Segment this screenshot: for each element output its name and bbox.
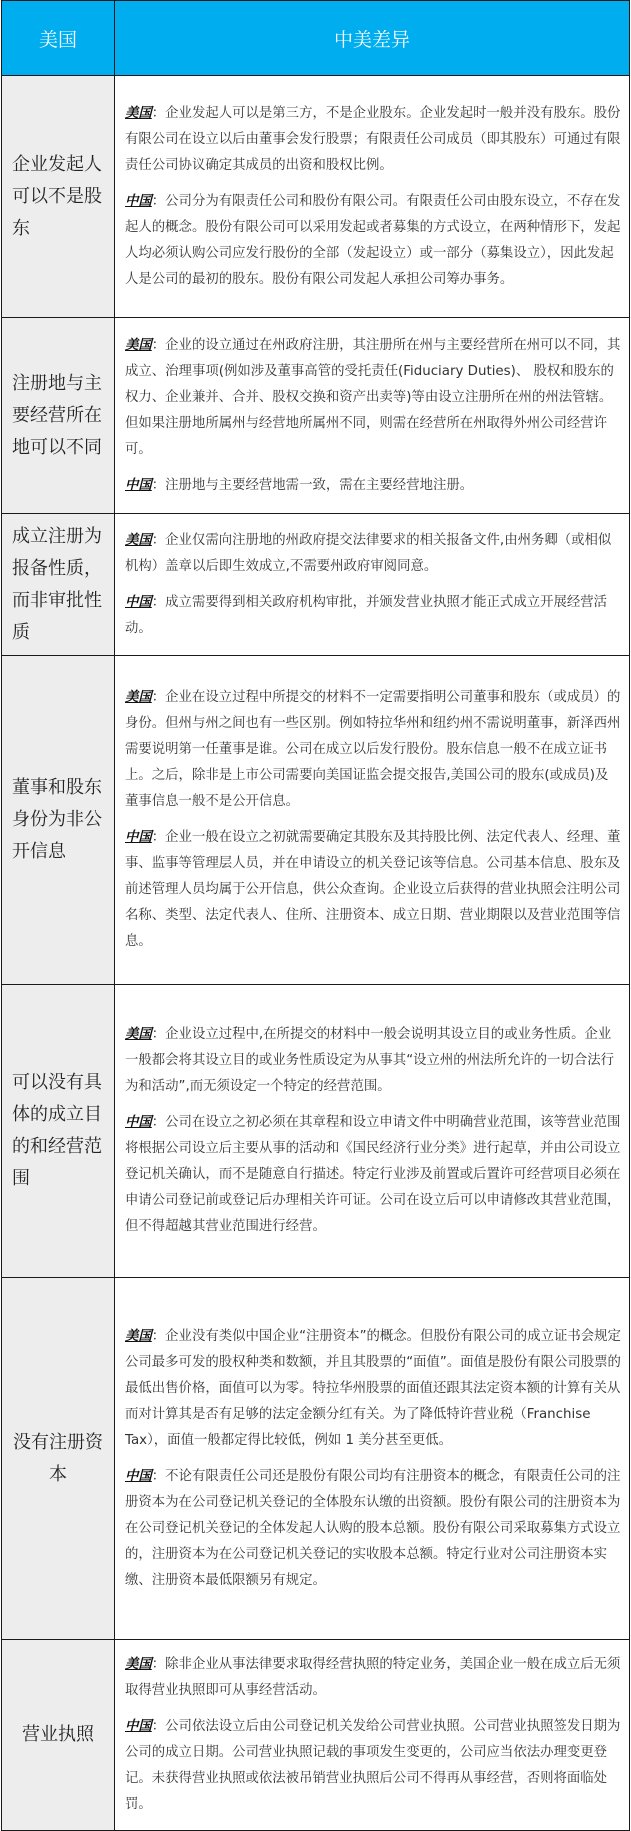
us-label: 美国 bbox=[125, 1657, 152, 1672]
cn-paragraph: 中国：企业一般在设立之初就需要确定其股东及其持股比例、法定代表人、经理、董事、监事等管理层人员，并在申请设立的机关登记该等信息。公司基本信息、股东及前述管理人员均属于公开信息，供公众查询。企业设立后获得的营业执照会注明公司名称、类型、法定代表人、住所、注册资本、成立日期、营业期限以及营业范围等信息。 bbox=[125, 830, 621, 949]
row-detail bbox=[115, 656, 630, 985]
us-label: 美国 bbox=[125, 337, 152, 353]
us-label: 美国 bbox=[125, 1027, 152, 1042]
us-label: 美国 bbox=[125, 105, 152, 121]
us-text: 企业没有类似中国企业“注册资本”的概念。但股份有限公司的成立证书会规定公司最多可发的股权种类和数额，并且其股票的“面值”。面值是股份有限公司股票的最低出售价格，面值可以为零。特拉华州股票的面值还跟其法定资本额的计算有关从而对计算其是否有足够的法定金额分红有关。为了降低特许营业税（Franchise Tax），面值一般都定得比较低，例如 1 美分甚至更低。 bbox=[125, 1328, 621, 1448]
cn-label: 中国 bbox=[125, 1468, 152, 1484]
us-paragraph: 美国：企业发起人可以是第三方，不是企业股东。企业发起时一般并没有股东。股份有限公司在设立以后由董事会发行股票；有限责任公司成员（即其股东）可通过有限责任公司协议确定其成员的出资和股权比例。 bbox=[125, 105, 621, 173]
us-paragraph: 美国：企业的设立通过在州政府注册，其注册所在州与主要经营所在州可以不同，其成立、治理事项(例如涉及董事高管的受托责任(Fiduciary Duties)、 股权和股东的权力、企业兼并、合并、股权交换和资产出卖等)等由设立注册所在州的州法管辖。但如果注册地所属州与经营地所属州不同，则需在经营所在州取得外州公司经营许可。 bbox=[125, 337, 621, 457]
table-row bbox=[2, 1640, 630, 1831]
us-label: 美国 bbox=[125, 532, 152, 548]
cn-text: 公司依法设立后由公司登记机关发给公司营业执照。公司营业执照签发日期为公司的成立日期。公司营业执照记载的事项发生变更的，公司应当依法办理变更登记。未获得营业执照或依法被吊销营业执照后公司不得再从事经营，否则将面临处罚。 bbox=[125, 1719, 621, 1812]
header-row bbox=[2, 1, 630, 76]
cn-label: 中国 bbox=[125, 1719, 152, 1734]
row-detail bbox=[115, 985, 630, 1278]
row-topic: 董事和股东身份为非公开信息 bbox=[2, 656, 115, 985]
cn-paragraph: 中国：公司在设立之初必须在其章程和设立申请文件中明确营业范围，该等营业范围将根据公司设立后主要从事的活动和《国民经济行业分类》进行起草，并由公司设立登记机关确认，而不是随意自行描述。特定行业涉及前置或后置许可经营项目必须在申请公司登记前或登记后办理相关许可证。公司在设立后可以申请修改其营业范围，但不得超越其营业范围进行经营。 bbox=[125, 1115, 621, 1234]
cn-label: 中国 bbox=[125, 830, 152, 845]
table-row bbox=[2, 318, 630, 514]
us-paragraph: 美国：企业在设立过程中所提交的材料不一定需要指明公司董事和股东（或成员）的身份。但州与州之间也有一些区别。例如特拉华州和纽约州不需说明董事，新泽西州需要说明第一任董事是谁。公司在成立以后发行股份。股东信息一般不在成立证书上。之后，除非是上市公司需要向美国证监会提交报告,美国公司的股东(或成员)及董事信息一般不是公开信息。 bbox=[125, 690, 621, 809]
us-paragraph: 美国：除非企业从事法律要求取得经营执照的特定业务，美国企业一般在成立后无须取得营业执照即可从事经营活动。 bbox=[125, 1657, 621, 1698]
table-row bbox=[2, 76, 630, 318]
cn-text: 不论有限责任公司还是股份有限公司均有注册资本的概念，有限责任公司的注册资本为在公司登记机关登记的全体股东认缴的出资额。股份有限公司的注册资本为在公司登记机关登记的全体发起人认购的股本总额。股份有限公司采取募集方式设立的，注册资本为在公司登记机关登记的实收股本总额。特定行业对公司注册资本实缴、注册资本最低限额另有规定。 bbox=[125, 1468, 621, 1588]
cn-label: 中国 bbox=[125, 193, 152, 209]
table-row bbox=[2, 1278, 630, 1640]
us-text: 企业的设立通过在州政府注册，其注册所在州与主要经营所在州可以不同，其成立、治理事项(例如涉及董事高管的受托责任(Fiduciary Duties)、 股权和股东的权力、企业兼并、合并、股权交换和资产出卖等)等由设立注册所在州的州法管辖。但如果注册地所属州与经营地所属州不同，则需在经营所在州取得外州公司经营许可。 bbox=[125, 337, 621, 457]
table-row bbox=[2, 985, 630, 1278]
us-paragraph: 美国：企业设立过程中,在所提交的材料中一般会说明其设立目的或业务性质。企业一般都会将其设立目的或业务性质设定为从事其“设立州的州法所允许的一切合法行为和活动”,而无须设定一个特定的经营范围。 bbox=[125, 1027, 614, 1094]
us-text: 企业仅需向注册地的州政府提交法律要求的相关报备文件,由州务卿（或相似机构）盖章以后即生效成立,不需要州政府审阅同意。 bbox=[125, 532, 612, 574]
us-text: 除非企业从事法律要求取得经营执照的特定业务，美国企业一般在成立后无须取得营业执照即可从事经营活动。 bbox=[125, 1657, 621, 1698]
row-topic: 可以没有具体的成立目的和经营范围 bbox=[2, 985, 115, 1278]
us-paragraph: 美国：企业没有类似中国企业“注册资本”的概念。但股份有限公司的成立证书会规定公司最多可发的股权种类和数额，并且其股票的“面值”。面值是股份有限公司股票的最低出售价格，面值可以为零。特拉华州股票的面值还跟其法定资本额的计算有关从而对计算其是否有足够的法定金额分红有关。为了降低特许营业税（Franchise Tax），面值一般都定得比较低，例如 1 美分甚至更低。 bbox=[125, 1328, 621, 1448]
cn-text: 公司分为有限责任公司和股份有限公司。有限责任公司由股东设立，不存在发起人的概念。股份有限公司可以采用发起或者募集的方式设立，在两种情形下，发起人均必须认购公司应发行股份的全部（发起设立）或一部分（募集设立），因此发起人是公司的最初的股东。股份有限公司发起人承担公司筹办事务。 bbox=[125, 193, 621, 287]
cn-text: 注册地与主要经营地需一致，需在主要经营地注册。 bbox=[165, 477, 474, 493]
cn-paragraph: 中国：公司分为有限责任公司和股份有限公司。有限责任公司由股东设立，不存在发起人的概念。股份有限公司可以采用发起或者募集的方式设立，在两种情形下，发起人均必须认购公司应发行股份的全部（发起设立）或一部分（募集设立），因此发起人是公司的最初的股东。股份有限公司发起人承担公司筹办事务。 bbox=[125, 193, 621, 287]
cn-paragraph: 中国：公司依法设立后由公司登记机关发给公司营业执照。公司营业执照签发日期为公司的成立日期。公司营业执照记载的事项发生变更的，公司应当依法办理变更登记。未获得营业执照或依法被吊销营业执照后公司不得再从事经营，否则将面临处罚。 bbox=[125, 1719, 621, 1812]
us-text: 企业设立过程中,在所提交的材料中一般会说明其设立目的或业务性质。企业一般都会将其设立目的或业务性质设定为从事其“设立州的州法所允许的一切合法行为和活动”,而无须设定一个特定的经营范围。 bbox=[125, 1027, 614, 1094]
cn-text: 企业一般在设立之初就需要确定其股东及其持股比例、法定代表人、经理、董事、监事等管理层人员，并在申请设立的机关登记该等信息。公司基本信息、股东及前述管理人员均属于公开信息，供公众查询。企业设立后获得的营业执照会注明公司名称、类型、法定代表人、住所、注册资本、成立日期、营业期限以及营业范围等信息。 bbox=[125, 830, 621, 949]
row-topic: 营业执照 bbox=[2, 1640, 115, 1831]
us-paragraph: 美国：企业仅需向注册地的州政府提交法律要求的相关报备文件,由州务卿（或相似机构）盖章以后即生效成立,不需要州政府审阅同意。 bbox=[125, 532, 612, 574]
us-text: 企业发起人可以是第三方，不是企业股东。企业发起时一般并没有股东。股份有限公司在设立以后由董事会发行股票；有限责任公司成员（即其股东）可通过有限责任公司协议确定其成员的出资和股权比例。 bbox=[125, 105, 621, 173]
us-label: 美国 bbox=[125, 690, 152, 705]
cn-label: 中国 bbox=[125, 1115, 152, 1130]
row-detail bbox=[115, 76, 630, 318]
cn-paragraph: 中国：注册地与主要经营地需一致，需在主要经营地注册。 bbox=[125, 477, 474, 493]
table-row bbox=[2, 656, 630, 985]
us-text: 企业在设立过程中所提交的材料不一定需要指明公司董事和股东（或成员）的身份。但州与州之间也有一些区别。例如特拉华州和纽约州不需说明董事，新泽西州需要说明第一任董事是谁。公司在成立以后发行股份。股东信息一般不在成立证书上。之后，除非是上市公司需要向美国证监会提交报告,美国公司的股东(或成员)及董事信息一般不是公开信息。 bbox=[125, 690, 621, 809]
row-detail bbox=[115, 1640, 630, 1831]
table-row bbox=[2, 514, 630, 656]
row-detail bbox=[115, 1278, 630, 1640]
cn-text: 成立需要得到相关政府机构审批，并颁发营业执照才能正式成立开展经营活动。 bbox=[125, 594, 608, 636]
cn-text: 公司在设立之初必须在其章程和设立申请文件中明确营业范围，该等营业范围将根据公司设立后主要从事的活动和《国民经济行业分类》进行起草，并由公司设立登记机关确认，而不是随意自行描述。特定行业涉及前置或后置许可经营项目必须在申请公司登记前或登记后办理相关许可证。公司在设立后可以申请修改其营业范围，但不得超越其营业范围进行经营。 bbox=[125, 1115, 621, 1234]
row-topic: 没有注册资本 bbox=[2, 1278, 115, 1640]
row-topic: 成立注册为报备性质，而非审批性质 bbox=[2, 514, 115, 656]
row-detail bbox=[115, 318, 630, 514]
row-detail bbox=[115, 514, 630, 656]
cn-paragraph: 中国：不论有限责任公司还是股份有限公司均有注册资本的概念，有限责任公司的注册资本为在公司登记机关登记的全体股东认缴的出资额。股份有限公司的注册资本为在公司登记机关登记的全体发起人认购的股本总额。股份有限公司采取募集方式设立的，注册资本为在公司登记机关登记的实收股本总额。特定行业对公司注册资本实缴、注册资本最低限额另有规定。 bbox=[125, 1468, 621, 1588]
cn-label: 中国 bbox=[125, 477, 152, 493]
row-topic: 注册地与主要经营所在地可以不同 bbox=[2, 318, 115, 514]
us-label: 美国 bbox=[125, 1328, 152, 1344]
cn-paragraph: 中国：成立需要得到相关政府机构审批，并颁发营业执照才能正式成立开展经营活动。 bbox=[125, 594, 608, 636]
comparison-table bbox=[1, 0, 630, 1831]
cn-label: 中国 bbox=[125, 594, 152, 610]
header-us: 美国 bbox=[2, 1, 115, 76]
header-differences: 中美差异 bbox=[115, 1, 630, 76]
row-topic: 企业发起人可以不是股东 bbox=[2, 76, 115, 318]
